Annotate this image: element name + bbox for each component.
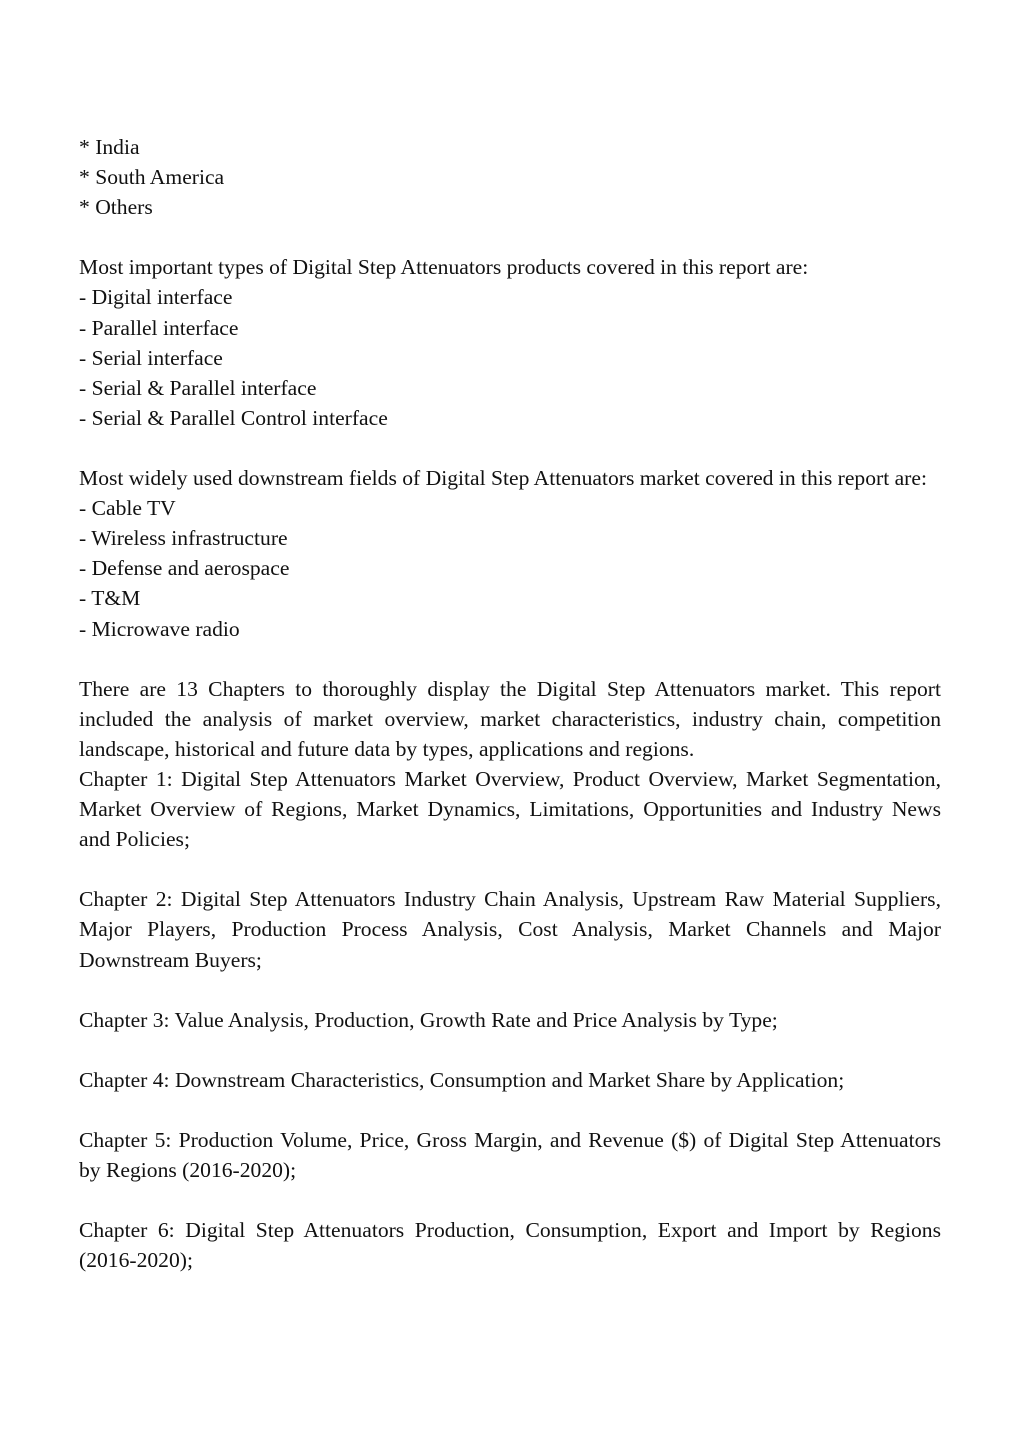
region-list-item: * India bbox=[79, 135, 140, 159]
paragraph-gap bbox=[79, 1185, 941, 1215]
paragraph-gap bbox=[79, 222, 941, 252]
chapter-3-description: Chapter 3: Value Analysis, Production, Growth Rate and Price Analysis by Type; bbox=[79, 1007, 778, 1032]
application-list-item: - Defense and aerospace bbox=[79, 556, 290, 581]
types-intro: Most important types of Digital Step Attenuators products covered in this report are: bbox=[79, 255, 809, 280]
type-list-item: - Serial & Parallel interface bbox=[79, 375, 317, 400]
region-list-item: * South America bbox=[79, 165, 225, 190]
chapter-2-description: Chapter 2: Digital Step Attenuators Industry Chain Analysis, Upstream Raw Material Suppliers, Major Players, Production Process Analysis, Cost Analysis, Market Channels and Major Downstream Buyers; bbox=[79, 887, 941, 972]
paragraph-gap bbox=[79, 975, 941, 1005]
paragraph-gap bbox=[79, 433, 941, 463]
type-list-item: - Parallel interface bbox=[79, 315, 239, 340]
chapter-5-description: Chapter 5: Production Volume, Price, Gross Margin, and Revenue ($) of Digital Step Attenuators by Regions (2016-2020); bbox=[79, 1128, 941, 1183]
chapter-6-description: Chapter 6: Digital Step Attenuators Production, Consumption, Export and Import by Regions (2016-2020); bbox=[79, 1218, 941, 1273]
chapter-1-description: Chapter 1: Digital Step Attenuators Market Overview, Product Overview, Market Segmentation, Market Overview of Regions, Market Dynamics, Limitations, Opportunities and Industry News and Policies; bbox=[79, 766, 941, 852]
application-list-item: - T&M bbox=[79, 586, 141, 611]
document-page bbox=[79, 132, 941, 1276]
type-list-item: - Serial & Parallel Control interface bbox=[79, 405, 388, 430]
paragraph-gap bbox=[79, 644, 941, 674]
region-list-item: * Others bbox=[79, 195, 153, 220]
paragraph-gap bbox=[79, 854, 941, 884]
paragraph-gap bbox=[79, 1095, 941, 1125]
type-list-item: - Digital interface bbox=[79, 285, 233, 310]
application-list-item: - Wireless infrastructure bbox=[79, 526, 288, 551]
paragraph-gap bbox=[79, 1035, 941, 1065]
applications-intro: Most widely used downstream fields of Digital Step Attenuators market covered in this report are: bbox=[79, 466, 927, 491]
application-list-item: - Cable TV bbox=[79, 496, 176, 521]
type-list-item: - Serial interface bbox=[79, 345, 223, 370]
chapter-4-description: Chapter 4: Downstream Characteristics, Consumption and Market Share by Application; bbox=[79, 1067, 845, 1092]
application-list-item: - Microwave radio bbox=[79, 616, 240, 641]
chapters-intro: There are 13 Chapters to thoroughly display the Digital Step Attenuators market. This report included the analysis of market overview, market characteristics, industry chain, competition landscape, historical and future data by types, applications and regions. bbox=[79, 676, 941, 761]
